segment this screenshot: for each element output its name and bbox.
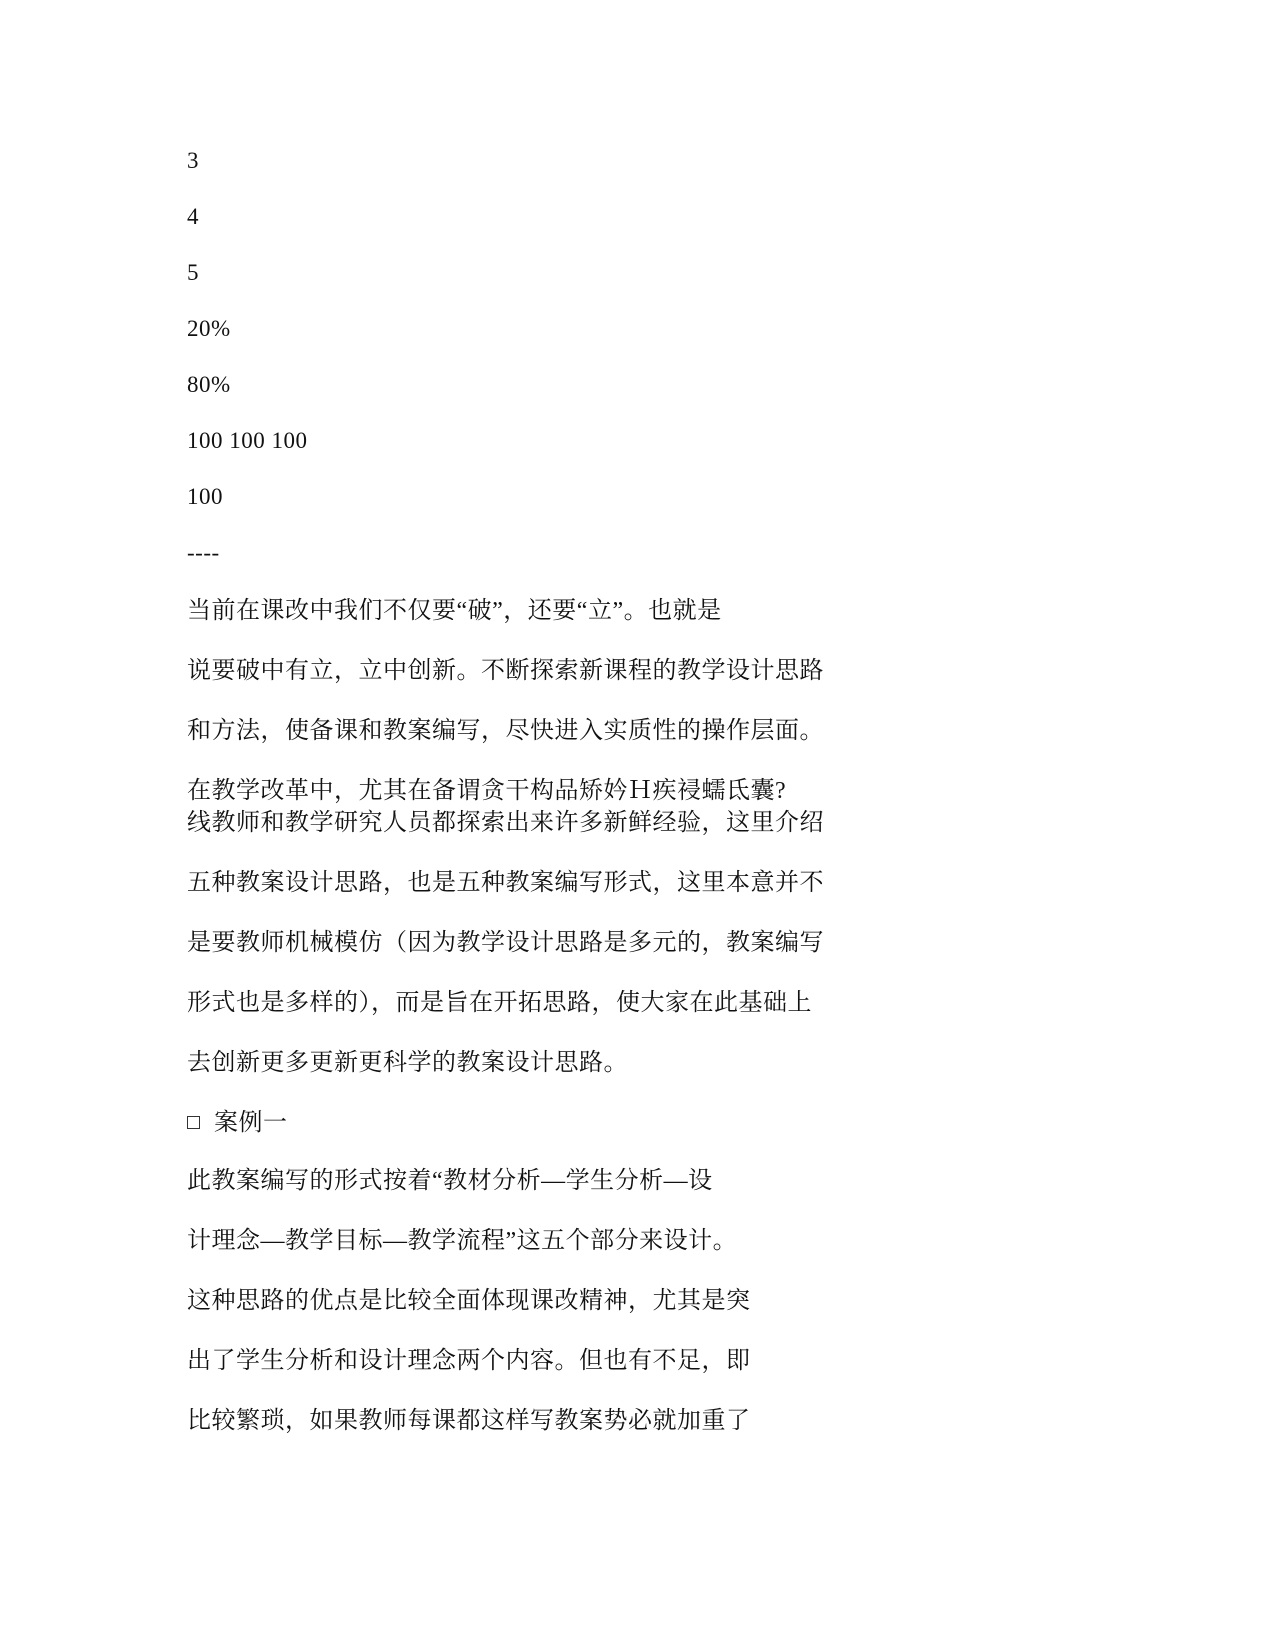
paragraph-line: 比较繁琐，如果教师每课都这样写教案势必就加重了 [187, 1408, 751, 1434]
paragraph-line: 在教学改革中，尤其在备谓贪干构品矫妗Ｈ疾祲蠕氐囊? [187, 778, 787, 804]
paragraph-line: 去创新更多更新更科学的教案设计思路。 [187, 1050, 628, 1076]
paragraph-line: 线教师和教学研究人员都探索出来许多新鲜经验，这里介绍 [187, 810, 824, 836]
paragraph-line: 是要教师机械模仿（因为教学设计思路是多元的，教案编写 [187, 930, 824, 956]
separator-line: ---- [187, 540, 220, 565]
number-line: 20% [187, 316, 231, 341]
number-line: 4 [187, 204, 199, 229]
number-line: 100 100 100 [187, 428, 308, 453]
paragraph-line: 出了学生分析和设计理念两个内容。但也有不足，即 [187, 1348, 751, 1374]
paragraph-line: 说要破中有立，立中创新。不断探索新课程的教学设计思路 [187, 658, 824, 684]
case-heading-label: 案例一 [214, 1110, 288, 1136]
paragraph-line: 形式也是多样的），而是旨在开拓思路，使大家在此基础上 [187, 990, 812, 1016]
paragraph-line: 五种教案设计思路，也是五种教案编写形式，这里本意并不 [187, 870, 824, 896]
number-line: 3 [187, 148, 199, 173]
paragraph-line: 当前在课改中我们不仅要“破”，还要“立”。也就是 [187, 598, 722, 624]
checkbox-icon [187, 1116, 200, 1129]
case-heading [187, 1108, 288, 1138]
number-line: 80% [187, 372, 231, 397]
paragraph-line: 这种思路的优点是比较全面体现课改精神，尤其是突 [187, 1288, 751, 1314]
number-line: 5 [187, 260, 199, 285]
paragraph-line: 和方法，使备课和教案编写，尽快进入实质性的操作层面。 [187, 718, 824, 744]
number-line: 100 [187, 484, 223, 509]
paragraph-line: 此教案编写的形式按着“教材分析—学生分析—设 [187, 1168, 713, 1194]
paragraph-line: 计理念—教学目标—教学流程”这五个部分来设计。 [187, 1228, 738, 1254]
